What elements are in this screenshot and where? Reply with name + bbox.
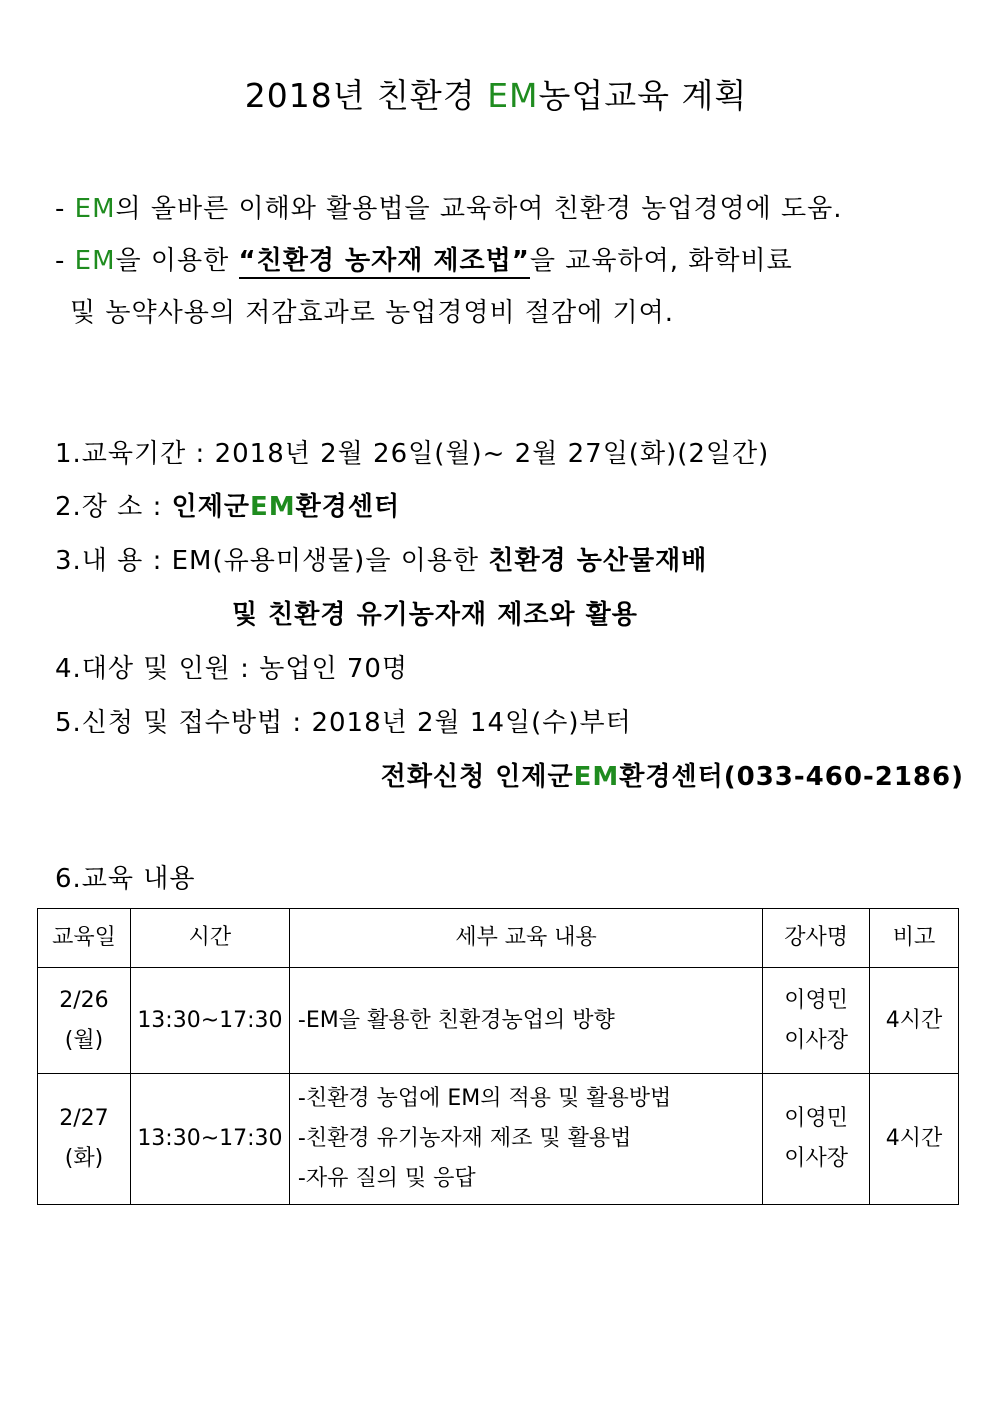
instructor-title: 이사장	[784, 1027, 849, 1053]
item-value: 2018년 2월 14일(수)부터	[311, 708, 632, 738]
day-value: (화)	[64, 1146, 104, 1171]
purpose-line-2	[55, 240, 793, 277]
item-content	[55, 540, 707, 577]
apply-em: EM	[573, 762, 620, 792]
table-header: 비고	[870, 909, 959, 968]
note-cell: 4시간	[870, 968, 959, 1074]
item-target	[55, 648, 408, 685]
item-label: 1.교육기간 :	[55, 439, 215, 469]
item-label: 2.장 소 :	[55, 492, 172, 522]
item-label: 5.신청 및 접수방법 :	[55, 708, 312, 738]
item-label: 3.내 용 :	[55, 546, 172, 576]
item-value: 2018년 2월 26일(월)~ 2월 27일(화)(2일간)	[214, 439, 770, 469]
date-cell	[38, 1074, 131, 1205]
date-value: 2/26	[59, 987, 109, 1013]
title-prefix: 2018년 친환경	[244, 76, 488, 115]
instructor-title: 이사장	[784, 1146, 849, 1171]
title-em: EM	[487, 76, 539, 115]
item-place	[55, 486, 400, 523]
content-line: -친환경 농업에 EM의 적용 및 활용방법	[297, 1086, 672, 1111]
item-value: EM(유용미생물)을 이용한	[171, 546, 489, 576]
content-line: -자유 질의 및 응답	[297, 1166, 476, 1191]
item-apply	[55, 702, 632, 739]
purpose-tail: 을 교육하여, 화학비료	[529, 246, 793, 276]
purpose-dash: -	[55, 246, 75, 276]
item-content-line2: 및 친환경 유기농자재 제조와 활용	[232, 600, 638, 630]
content-line: -친환경 유기농자재 제조 및 활용법	[297, 1126, 632, 1151]
instructor-cell	[763, 968, 870, 1074]
item-value: 인제군	[171, 492, 250, 522]
purpose-dash: -	[55, 194, 75, 224]
day-value: (월)	[64, 1027, 104, 1053]
table-header-row	[38, 909, 959, 968]
table-header: 교육일	[38, 909, 131, 968]
item-period	[55, 433, 769, 470]
content-cell	[289, 1074, 762, 1205]
time-cell: 13:30~17:30	[130, 1074, 289, 1205]
purpose-text: 의 올바른 이해와 활용법을 교육하여 친환경 농업경영에 도움.	[115, 194, 843, 224]
note-cell: 4시간	[870, 1074, 959, 1205]
table-header: 세부 교육 내용	[289, 909, 762, 968]
apply-contact: 환경센터(033-460-2186)	[619, 762, 964, 792]
apply-contact: 전화신청 인제군	[380, 762, 574, 792]
table-row	[38, 968, 959, 1074]
purpose-em: EM	[74, 194, 116, 224]
date-value: 2/27	[59, 1106, 109, 1131]
content-cell	[289, 968, 762, 1074]
table-header: 강사명	[763, 909, 870, 968]
instructor-cell	[763, 1074, 870, 1205]
content-line: -EM을 활용한 친환경농업의 방향	[297, 1007, 615, 1033]
item-value: 환경센터	[295, 492, 401, 522]
item-value-bold: 친환경 농산물재배	[488, 546, 708, 576]
purpose-text: 을 이용한	[115, 246, 239, 276]
page-title	[0, 70, 992, 117]
instructor-name: 이영민	[784, 987, 849, 1013]
item-value: 농업인 70명	[259, 654, 409, 684]
section-6-title: 6.교육 내용	[55, 864, 196, 894]
item-label: 4.대상 및 인원 :	[55, 654, 260, 684]
item-apply-line2	[381, 756, 964, 793]
table-header: 시간	[130, 909, 289, 968]
time-cell: 13:30~17:30	[130, 968, 289, 1074]
purpose-em: EM	[74, 246, 116, 276]
instructor-name: 이영민	[784, 1106, 849, 1131]
schedule-table	[37, 908, 959, 1205]
title-suffix: 농업교육 계획	[538, 76, 748, 115]
purpose-quote: “친환경 농자재 제조법”	[239, 246, 530, 279]
purpose-line-1	[55, 188, 843, 225]
table-row	[38, 1074, 959, 1205]
date-cell	[38, 968, 131, 1074]
item-em: EM	[249, 492, 296, 522]
purpose-line-3: 및 농약사용의 저감효과로 농업경영비 절감에 기여.	[70, 298, 675, 328]
